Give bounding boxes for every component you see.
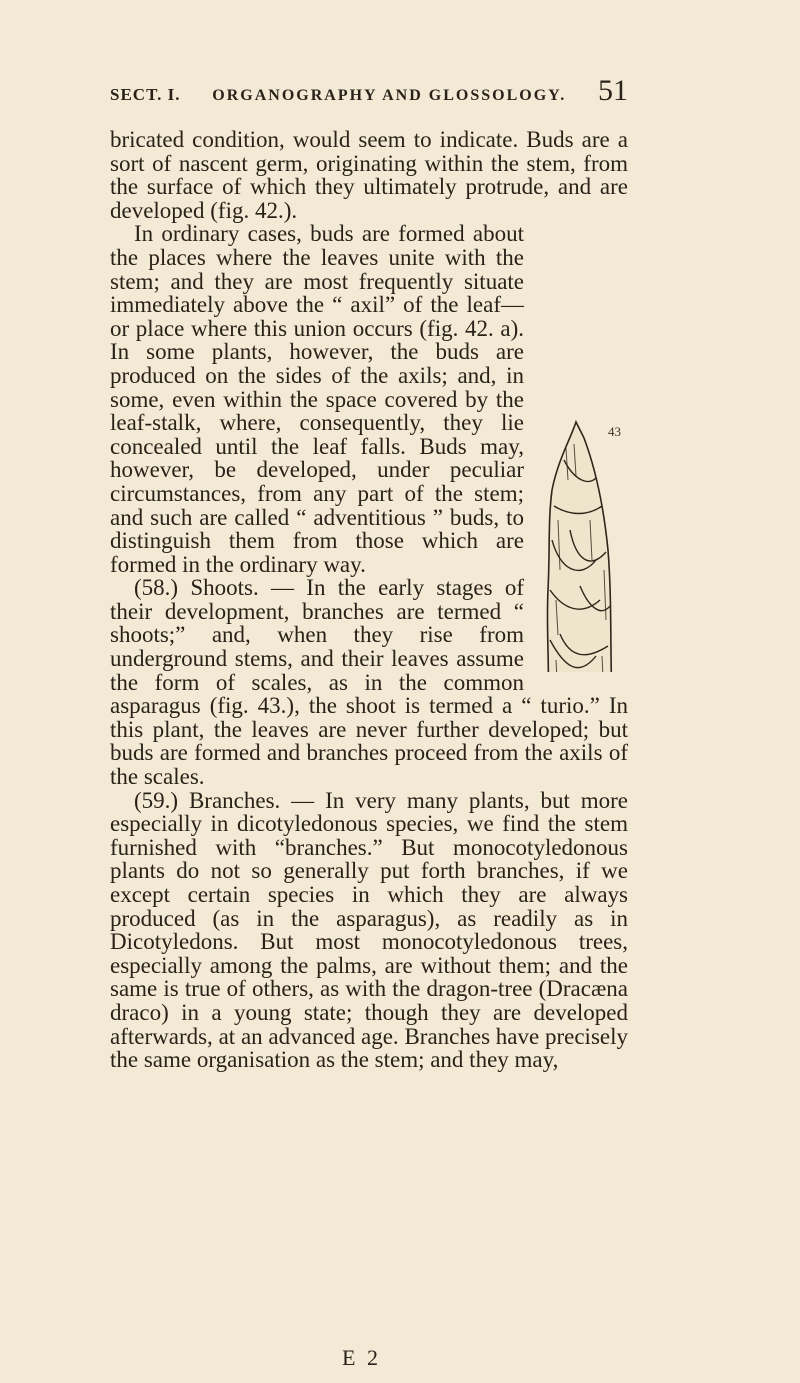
- paragraph-2: [110, 222, 628, 576]
- figure-label: 43: [608, 424, 621, 440]
- header-title: ORGANOGRAPHY AND GLOSSOLOGY.: [212, 87, 567, 104]
- body-text: [110, 128, 628, 1072]
- page-number: 51: [597, 74, 628, 107]
- header-section: SECT. I.: [110, 85, 181, 104]
- paragraph-2-text: In ordinary cases, buds are formed about the places where the leaves unite with the stem; and they are most frequently situate immediately above the “ axil” of the leaf—or place where this union occurs (fig. 42. a). In some plants, however, the buds are produced on the sides of the axils; and, in some, even within the space covered by the leaf-stalk, where, consequently, they lie concealed until the leaf falls. Buds may, however, be developed, under peculiar circumstances, from any part of the stem; and such are called “ adventitious ” buds, to distinguish them from those which are formed in the ordinary way.: [110, 221, 524, 577]
- paragraph-1: bricated condition, would seem to indicate. Buds are a sort of nascent germ, originating within the stem, from the surface of which they ultimately protrude, and are developed (fig. 42.).: [110, 127, 628, 223]
- paragraph-4: (59.) Branches. — In very many plants, but more especially in dicotyledonous species, we find the stem furnished with “branches.” But monocotyledonous plants do not so generally put forth branches, if we except certain species in which they are always produced (as in the asparagus), as readily as in Dicotyledons. But most monocotyledonous trees, especially among the palms, are without them; and the same is true of others, as with the dragon-tree (Dracæna draco) in a young state; though they are developed afterwards, at an advanced age. Branches have precisely the same organisation as the stem; and they may,: [110, 787, 628, 1073]
- running-header: [110, 74, 628, 108]
- signature-mark: E 2: [342, 1345, 381, 1370]
- figure-43-asparagus-illustration: [530, 222, 630, 672]
- paragraph-3: (58.) Shoots. — In the early stages of their development, branches are termed “ shoots;” and, when they rise from underground stems, and their leaves assume the form of scales, as in the common asparagus (fig. 43.), the shoot is termed a “ turio.” In this plant, the leaves are never further developed; but buds are formed and branches proceed from the axils of the scales.: [110, 575, 628, 790]
